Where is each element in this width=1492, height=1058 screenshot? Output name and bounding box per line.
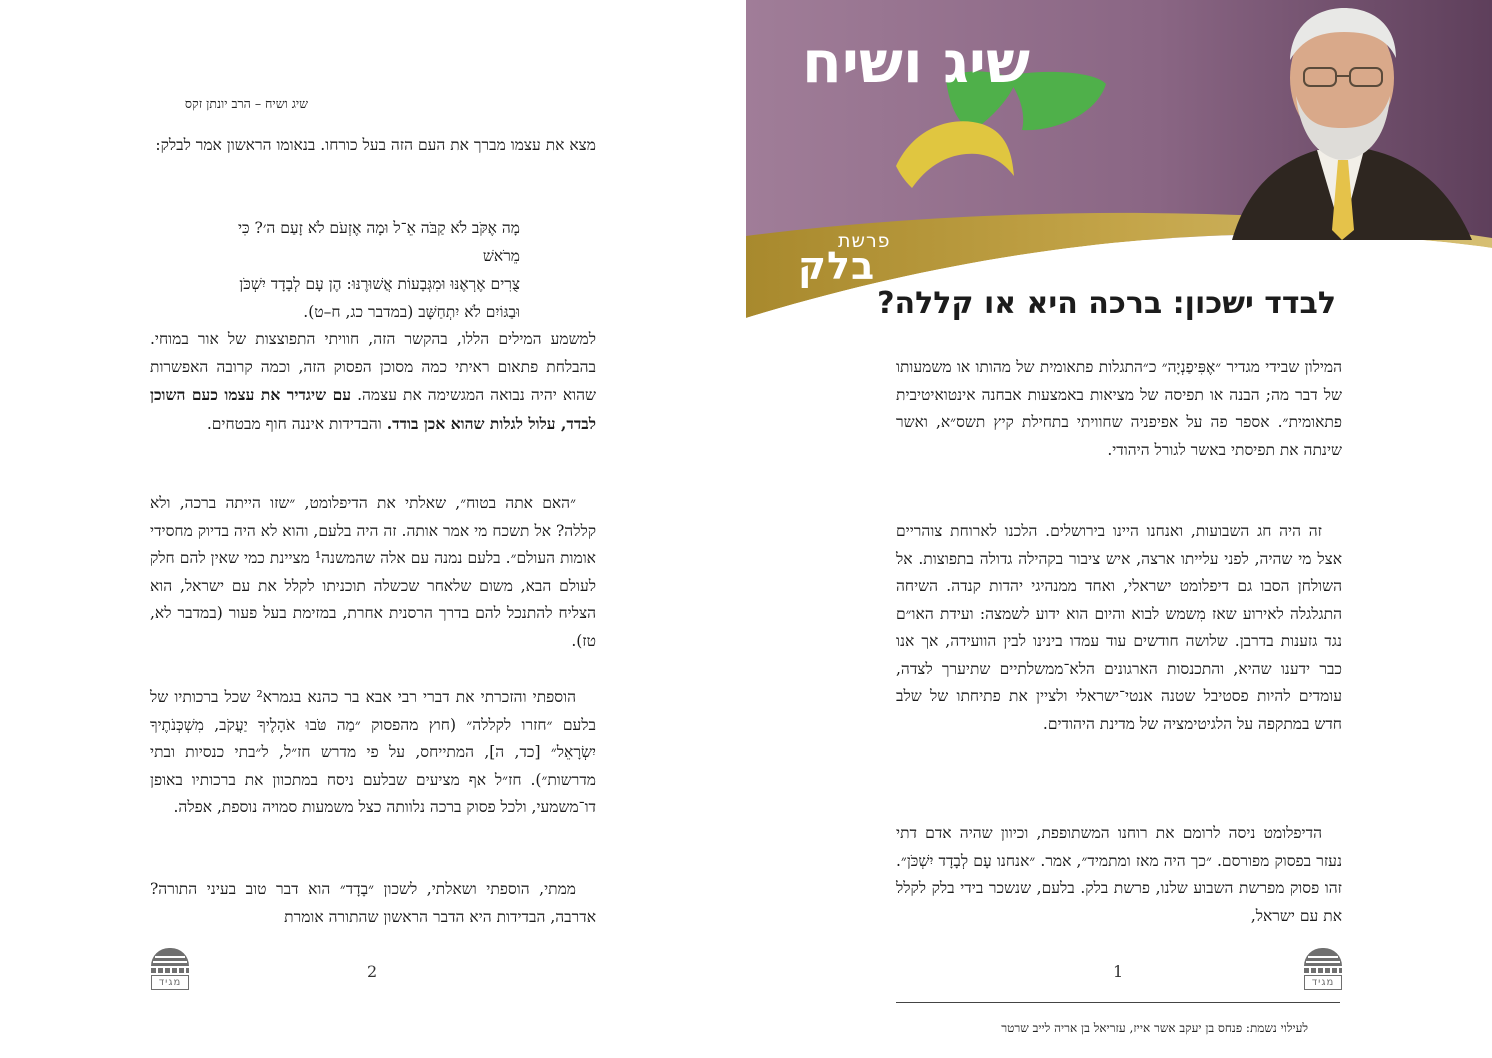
right-paragraph-1 xyxy=(896,354,1342,464)
paragraph-text: והבדידות איננה חוף מבטחים. xyxy=(206,414,382,433)
dedication: לעילוי נשמת: פנחס בן יעקב אשר אייז, עזריאל בן אריה לייב שרטר xyxy=(1001,1021,1308,1035)
paragraph-text: הוספתי והזכרתי את דברי רבי אבא בר כהנא בגמרא² שכל ברכותיו של בלעם ״חזרו לקללה״ (חוץ מהפסוק ״מַה טֹּבוּ אֹהָלֶיךָ יַעֲקֹב, מִשְׁכְּנֹתֶיךָ יִשְׂרָאֵל״ [כד, ה], המתייחס, על פי מדרש חז״ל, ל״בתי כנסיות ובתי מדרשות״). חז״ל אף מציעים שבלעם ניסח במתכוון את ברכותיו באופן דו־משמעי, ולכל פסוק ברכה נלוותה כצל משמעות סמויה נוספת, אפלה. xyxy=(150,688,596,816)
parsha-label: פרשת xyxy=(838,230,891,252)
paragraph-text: זה היה חג השבועות, ואנחנו היינו בירושלים. הלכנו לארוחת צוהריים אצל מי שהיה, לפני עלייתו ארצה, איש ציבור בקהילה גדולה בתפוצות. אל השולחן הסבו גם דיפלומט ישראלי, ואחד ממנהיגי יהדות קנדה. השיחה התגלגלה לאירוע שאז מִשמש לבוא והיום הוא ידוע לשמצה: ועידת האו״ם נגד גזענות בדרבן. שלושה חודשים עוד עמדו בינינו לבין הוועידה, אך אנו כבר ידענו שהיא, והתכנסות הארגונים הלא־ממשלתיים שתיערך לצדה, עומדים להיות פסטיבל שטנה אנטי־ישראלי ולציין את פתיחתו של שלב חדש במתקפה על הלגיטימציה של מדינת היהודים. xyxy=(896,522,1342,733)
quote-line: וּבַגּוֹיִם לֹא יִתְחַשָּׁב (במדבר כג, ח–ט). xyxy=(303,303,520,321)
parsha-name: בלק xyxy=(798,244,876,288)
right-page xyxy=(746,0,1492,1058)
left-paragraph-4 xyxy=(150,684,596,822)
footer-divider xyxy=(896,1002,1340,1003)
dome-icon xyxy=(151,948,189,966)
article-title: לבדד ישכון: ברכה היא או קללה? xyxy=(877,286,1336,321)
biblical-quote xyxy=(220,214,520,326)
page-number: 2 xyxy=(367,962,378,981)
logo-label: מגיד xyxy=(1304,975,1342,990)
dome-icon xyxy=(1304,948,1342,966)
left-paragraph-1 xyxy=(150,132,596,160)
right-paragraph-3 xyxy=(896,820,1342,930)
left-paragraph-3 xyxy=(150,490,596,655)
paragraph-text: ממתי, הוספתי ושאלתי, לשכון ״בָדָד״ הוא דבר טוב בעיני התורה? אדרבה, הבדידות היא הדבר הראשון שהתורה אומרת xyxy=(150,880,596,926)
publisher-logo xyxy=(1304,948,1342,992)
rabbi-portrait xyxy=(1192,0,1492,240)
left-paragraph-2 xyxy=(150,326,596,438)
bold-emphasis: עם שיגדיר את עצמו כעם השוכן לבדד, עלול לגלות שהוא אכן בודד. xyxy=(150,385,596,433)
publisher-logo xyxy=(151,948,189,992)
header-banner xyxy=(746,0,1492,320)
paragraph-text: ״האם אתה בטוח״, שאלתי את הדיפלומט, ״שזו הייתה ברכה, ולא קללה? אל תשכח מי אמר אותה. זה היה בלעם, והוא לא היה בדיוק מחסידי אומות העולם״. בלעם נמנה עם אלה שהמשנה¹ מציינת כמי שאין להם חלק לעולם הבא, משום שלאחר שכשלה תוכניתו לקלל את עם ישראל, הוא הצליח להתנכל להם בדרך הרסנית אחרת, במזימת בעל פעור (במדבר לא, טז). xyxy=(150,494,596,650)
logo-label: מגיד xyxy=(151,975,189,990)
series-logo-text: שיג ושיח xyxy=(802,28,1030,96)
page-number: 1 xyxy=(1113,962,1124,981)
paragraph-text: המילון שבידי מגדיר ״אֶפִּיפַנְיָה״ כ״התגלות פתאומית של מהותו או משמעותו של דבר מה; הבנה או תפיסה של מציאות באמצעות אבחנה אינטואיטיבית פתאומית״. אספר פה על אפיפניה שחוויתי בתחילת קיץ תשס״א, ואשר שינתה את תפיסתי באשר לגורל היהודי. xyxy=(896,358,1342,459)
running-header: שיג ושיח – הרב יונתן זקס xyxy=(184,96,308,111)
paragraph-text: מצא את עצמו מברך את העם הזה בעל כורחו. בנאומו הראשון אמר לבלק: xyxy=(155,136,596,154)
quote-line: מָה אֶקֹּב לֹא קַבֹּה אֵ־ל וּמָה אֶזְעֹם לֹא זָעַם ה׳? כִּי מֵרֹאשׁ xyxy=(237,219,520,265)
right-paragraph-2 xyxy=(896,518,1342,738)
paragraph-text: הדיפלומט ניסה לרומם את רוחנו המשתופפת, וכיוון שהיה אדם דתי נעזר בפסוק מפורסם. ״כך היה מאז ומתמיד״, אמר. ״אנחנו עָם לְבָדָד יִשְׁכֹּן״. זהו פסוק מפרשת השבוע שלנו, פרשת בלק. בלעם, שנשכר בידי בלק לקלל את עם ישראל, xyxy=(896,824,1342,925)
quote-line: צֻרִים אֶרְאֶנּוּ וּמִגְּבָעוֹת אֲשׁוּרֶנּוּ: הֶן עָם לְבָדָד יִשְׁכֹּן xyxy=(239,275,520,293)
paragraph-text: למשמע המילים הללו, בהקשר הזה, חוויתי התפוצצות של אור במוחי. בהבלחת פתאום ראיתי כמה מסוכן הפסוק הזה, וכמה קרובה האפשרות שהוא יהיה נבואה המגשימה את עצמה. xyxy=(150,330,597,404)
left-paragraph-5 xyxy=(150,876,596,931)
